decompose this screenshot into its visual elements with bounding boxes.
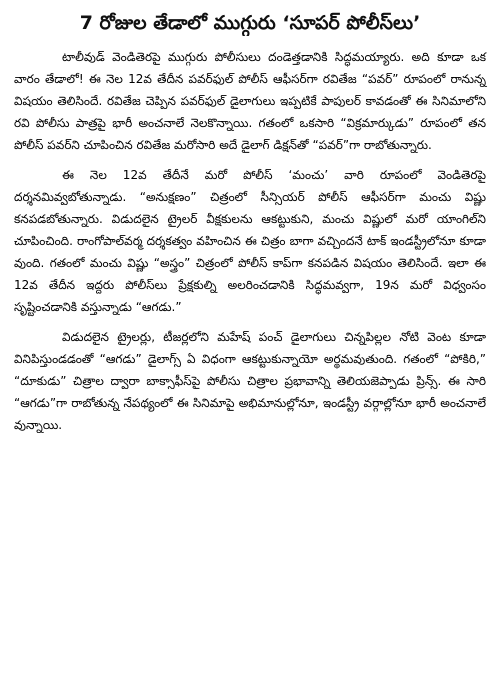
article-paragraph-1: టాలీవుడ్ వెండితెరపై ముగ్గురు పోలీసులు దండెత్తడానికి సిద్ధమయ్యారు. అది కూడా ఒక వారం తేడాలో! ఈ నెల 12వ తేదీన పవర్‌ఫుల్ పోలీస్ ఆఫీసర్‌గా రవితేజ “పవర్” రూపంలో రానున్న విషయం తెలిసిందే. రవితేజ చెప్పిన పవర్‌ఫుల్ డైలాగులు ఇప్పటికే పాపులర్ కావడంతో ఈ సినిమాలోని రవి పోలీసు పాత్రపై భారీ అంచనాలే నెలకొన్నాయి. గతంలో ఒకసారి “విక్రమార్కుడు” రూపంలో తన పోలీస్ పవర్‌ని చూపించిన రవితేజ మరోసారి అదే డైలాగ్ డిక్షన్‌తో “పవర్”గా రాబోతున్నారు. bbox=[14, 50, 486, 152]
article-headline: 7 రోజుల తేడాలో ముగ్గురు ‘సూపర్ పోలీస్‌లు’ bbox=[79, 12, 421, 34]
article-paragraph-3: విడుదలైన ట్రైలర్లు, టీజర్లలోని మహేష్ పంచ్ డైలాగులు చిన్నపిల్లల నోటి వెంట కూడా వినిపిస్తుండడంతో “ఆగడు” డైలాగ్స్ ఏ విధంగా ఆకట్టుకున్నాయో అర్థమవుతుంది. గతంలో “పోకిరి,” “దూకుడు” చిత్రాల ద్వారా బాక్సాఫీస్‌పై పోలీసు చిత్రాల ప్రభావాన్ని తెలియజెప్పాడు ప్రిన్స్. ఈ సారి “ఆగడు”గా రాబోతున్న నేపథ్యంలో ఈ సినిమాపై అభిమానుల్లోనూ, ఇండస్ట్రీ వర్గాల్లోనూ భారీ అంచనాలే వున్నాయి. bbox=[14, 330, 486, 432]
article-paragraph-2: ఈ నెల 12వ తేదీనే మరో పోలీస్ ‘మంచు’ వారి రూపంలో వెండితెరపై దర్శనమివ్వబోతున్నాడు. “అనుక్షణం” చిత్రంలో సీన్సియర్ పోలీస్ ఆఫీసర్‌గా మంచు విష్ణు కనపడబోతున్నారు. విడుదలైన ట్రైలర్ వీక్షకులను ఆకట్టుకుని, మంచు విష్ణులో మరో యాంగిల్‌ని చూపించింది. రాంగోపాల్‌వర్మ దర్శకత్వం వహించిన ఈ చిత్రం బాగా వచ్చిందనే టాక్ ఇండస్ట్రీలోనూ కూడా వుంది. గతంలో మంచు విష్ణు “అస్త్రం” చిత్రంలో పోలీస్ కాప్‌గా కనపడిన విషయం తెలిసిందే. ఇలా ఈ 12వ తేదీన ఇద్దరు పోలీస్‌లు ప్రేక్షకుల్ని అలరించడానికి సిద్ధమవ్వగా, 19న మరో విధ్వంసం సృష్టించడానికి వస్తున్నాడు “ఆగడు.” bbox=[14, 168, 486, 314]
